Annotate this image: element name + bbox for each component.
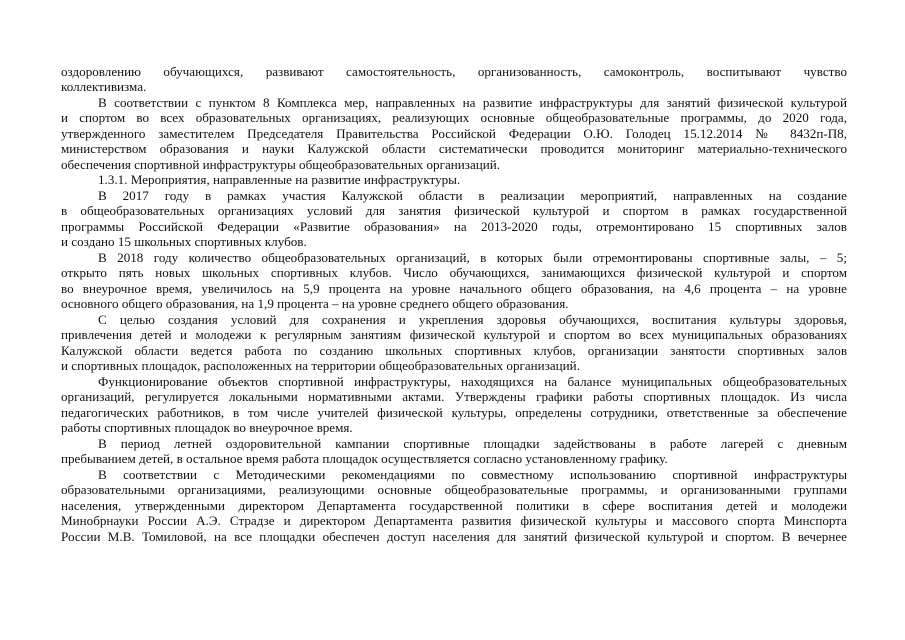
text-line: открыто пять новых школьных спортивных клубов. Число обучающихся, занимающихся физической культурой и спортом <box>61 265 847 280</box>
text-line: утвержденного заместителем Председателя Правительства Российской Федерации О.Ю. Голодец 15.12.2014 № 8432п-П8, <box>61 126 847 141</box>
text-line: во внеурочное время, увеличилось на 5,9 процента на уровне начального общего образования, на 4,6 процента – на уровне <box>61 281 847 296</box>
text-line: и спортом во всех образовательных организациях, реализующих основные общеобразовательные программы, до 2020 года, <box>61 110 847 125</box>
text-line: основного общего образования, на 1,9 процента – на уровне среднего общего образования. <box>61 296 569 311</box>
text-line: педагогических работников, в том числе учителей физической культуры, определены сотрудники, ответственные за обеспечение <box>61 405 847 420</box>
text-line: министерством образования и науки Калужской области систематически проводится мониторинг материально-технического <box>61 141 847 156</box>
text-line: пребыванием детей, в остальное время работа площадок осуществляется согласно установленному графику. <box>61 451 668 466</box>
text-line: обеспечения спортивной инфраструктуры общеобразовательных организаций. <box>61 157 501 172</box>
text-line: России М.В. Томиловой, на все площадки обеспечен доступ населения для занятий физической культурой и спортом. В вечернее <box>61 529 847 544</box>
text-line: Калужской области ведется работа по созданию школьных спортивных клубов, организации занятости спортивных залов <box>61 343 847 358</box>
text-line: образовательными организациями, реализующими основные общеобразовательные программы, и организованными группами <box>61 482 847 497</box>
text-line: населения, утвержденными директором Департамента государственной политики в сфере воспитания детей и молодежи <box>61 498 847 513</box>
text-line: привлечения детей и молодежи к регулярным занятиям физической культурой и спортом во всех муниципальных образованиях <box>61 327 847 342</box>
text-line: и спортивных площадок, расположенных на территории общеобразовательных организаций. <box>61 358 580 373</box>
paragraph-first-line: В 2017 году в рамках участия Калужской области в реализации мероприятий, направленных на создание <box>98 188 847 203</box>
text-line: работы спортивных площадок во внеурочное время. <box>61 420 353 435</box>
text-line: коллективизма. <box>61 79 147 94</box>
text-line: программы Российской Федерации «Развитие образования» на 2013-2020 годы, отремонтировано 15 спортивных залов <box>61 219 847 234</box>
paragraph-first-line: С целью создания условий для сохранения и укрепления здоровья обучающихся, воспитания культуры здоровья, <box>98 312 847 327</box>
text-line: в общеобразовательных организациях условий для занятия физической культурой и спортом в рамках государственной <box>61 203 847 218</box>
paragraph-first-line: В 2018 году количество общеобразовательных организаций, в которых были отремонтированы спортивные залы, – 5; <box>98 250 847 265</box>
paragraph-first-line: В соответствии с Методическими рекомендациями по совместному использованию спортивной инфраструктуры <box>98 467 847 482</box>
section-heading: 1.3.1. Мероприятия, направленные на развитие инфраструктуры. <box>98 172 461 187</box>
text-line: Минобрнауки России А.Э. Страдзе и директором Департамента развития физической культуры и массового спорта Минспорта <box>61 513 847 528</box>
text-line: и создано 15 школьных спортивных клубов. <box>61 234 307 249</box>
text-line: оздоровлению обучающихся, развивают самостоятельность, организованность, самоконтроль, воспитывают чувство <box>61 64 847 79</box>
paragraph-first-line: Функционирование объектов спортивной инфраструктуры, находящихся на балансе муниципальных общеобразовательных <box>98 374 847 389</box>
paragraph-first-line: В период летней оздоровительной кампании спортивные площадки задействованы в работе лагерей с дневным <box>98 436 847 451</box>
text-line: организаций, регулируется локальными нормативными актами. Утверждены графики работы спортивных площадок. Из числа <box>61 389 847 404</box>
paragraph-first-line: В соответствии с пунктом 8 Комплекса мер, направленных на развитие инфраструктуры для занятий физической культурой <box>98 95 847 110</box>
